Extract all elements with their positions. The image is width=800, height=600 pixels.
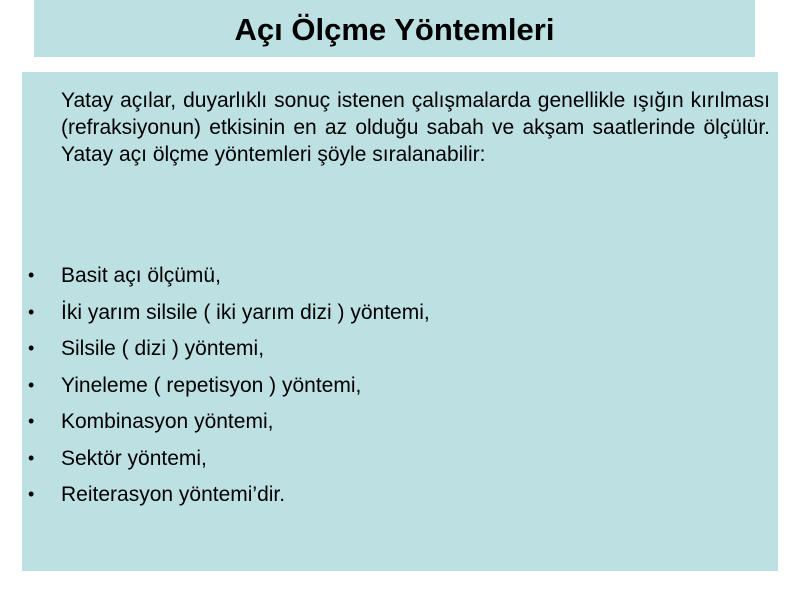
- methods-list: [22, 262, 762, 518]
- bullet-icon: •: [28, 447, 35, 468]
- list-item-text: Kombinasyon yöntemi,: [61, 410, 274, 433]
- list-item: [22, 372, 762, 409]
- bullet-icon: •: [28, 338, 35, 358]
- slide-title: Açı Ölçme Yöntemleri: [234, 11, 555, 47]
- intro-paragraph: Yatay açılar, duyarlıklı sonuç istenen çalışmalarda genellikle ışığın kırılması (refraksiyonun) etkisinin en az olduğu sabah ve akşam saatlerinde ölçülür. Yatay açı ölçme yöntemleri şöyle sıralanabilir:: [61, 89, 770, 166]
- title-bar: [34, 0, 755, 57]
- list-item-text: Basit açı ölçümü,: [61, 264, 221, 287]
- list-item: [22, 408, 762, 445]
- bullet-icon: •: [28, 301, 35, 322]
- bullet-icon: •: [28, 374, 35, 395]
- content-panel: [22, 72, 778, 571]
- list-item: [22, 335, 762, 372]
- list-item-text: İki yarım silsile ( iki yarım dizi ) yöntemi,: [61, 300, 430, 324]
- list-item: [22, 481, 762, 518]
- bullet-icon: •: [28, 411, 35, 431]
- list-item-text: Yineleme ( repetisyon ) yöntemi,: [61, 373, 362, 397]
- bullet-icon: •: [28, 265, 35, 285]
- list-item: [22, 299, 762, 336]
- list-item-text: Sektör yöntemi,: [61, 446, 207, 470]
- list-item: [22, 262, 762, 299]
- list-item: [22, 445, 762, 482]
- list-item-text: Silsile ( dizi ) yöntemi,: [61, 337, 265, 360]
- bullet-icon: •: [28, 484, 35, 504]
- list-item-text: Reiterasyon yöntemi’dir.: [61, 483, 286, 506]
